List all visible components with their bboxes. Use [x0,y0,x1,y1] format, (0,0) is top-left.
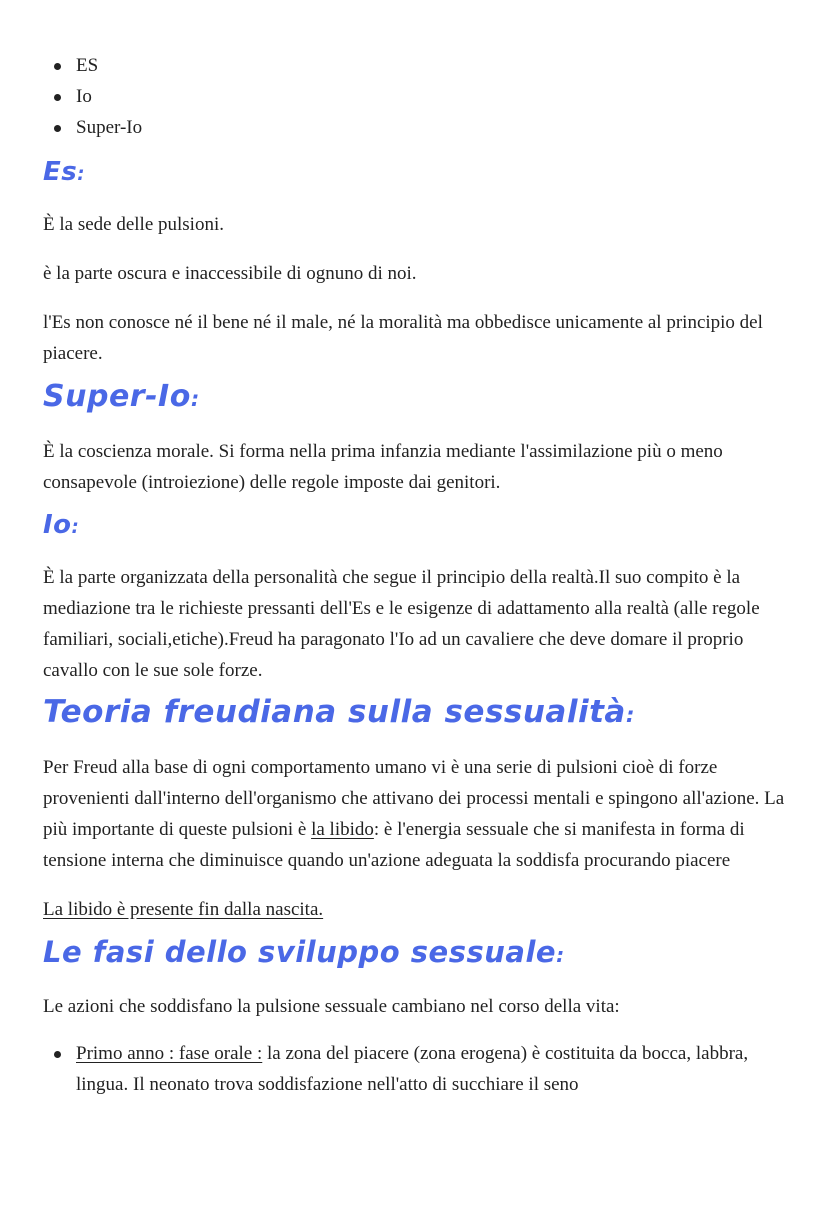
es-paragraph-2: è la parte oscura e inaccessibile di ognuno di noi. [43,263,417,284]
libido-term: la libido [311,819,374,840]
phase-text: la zona del piacere (zona erogena) è costituita da bocca, labbra, lingua. Il neonato trova soddisfazione nell'atto di succhiare il seno [76,1043,749,1095]
heading-io-text: Io [43,510,72,540]
heading-colon: : [77,164,86,185]
teoria-paragraph-1 [43,752,791,876]
document-page [43,50,791,1100]
teoria-paragraph-2 [43,894,791,925]
heading-colon: : [71,517,80,538]
heading-colon: : [190,387,200,411]
fasi-paragraph: Le azioni che soddisfano la pulsione sessuale cambiano nel corso della vita: [43,996,620,1017]
es-paragraph-1: È la sede delle pulsioni. [43,214,224,235]
heading-io [43,510,791,540]
teoria-text-after: : è l'energia sessuale che si manifesta in forma di tensione interna che diminuisce quando un'azione adeguata la soddisfa procurando piacere [43,819,745,871]
heading-colon: : [625,703,636,728]
components-list [43,50,791,143]
phase-label: Primo anno : fase orale : [76,1043,263,1064]
list-item: Super-Io [43,112,791,143]
heading-teoria [43,694,791,730]
io-paragraph: È la parte organizzata della personalità che segue il principio della realtà.Il suo compito è la mediazione tra le richieste pressanti dell'Es e le esigenze di adattamento alla realtà (alle regole familiari, sociali,etiche).Freud ha paragonato l'Io ad un cavaliere che deve domare il proprio cavallo con le sue sole forze. [43,567,760,681]
es-paragraph-3: l'Es non conosce né il bene né il male, né la moralità ma obbedisce unicamente al principio del piacere. [43,312,763,364]
heading-super-io-text: Super-Io [43,379,191,414]
heading-teoria-text: Teoria freudiana sulla sessualità [43,694,626,730]
heading-colon: : [556,943,565,967]
list-item [43,1038,791,1100]
heading-fasi [43,935,791,969]
super-io-paragraph: È la coscienza morale. Si forma nella prima infanzia mediante l'assimilazione più o meno consapevole (introiezione) delle regole imposte dai genitori. [43,441,723,493]
heading-es [43,157,791,187]
list-item: Io [43,81,791,112]
libido-note: La libido è presente fin dalla nascita. [43,899,324,920]
teoria-text-before: Per Freud alla base di ogni comportamento umano vi è una serie di pulsioni cioè di forze provenienti dall'interno dell'organismo che attivano dei processi mentali e spingono all'azione. La più importante di queste pulsioni è [43,757,785,840]
heading-es-text: Es [43,157,78,187]
phases-list [43,1038,791,1100]
heading-super-io [43,379,791,414]
list-item: ES [43,50,791,81]
heading-fasi-text: Le fasi dello sviluppo sessuale [43,935,557,969]
